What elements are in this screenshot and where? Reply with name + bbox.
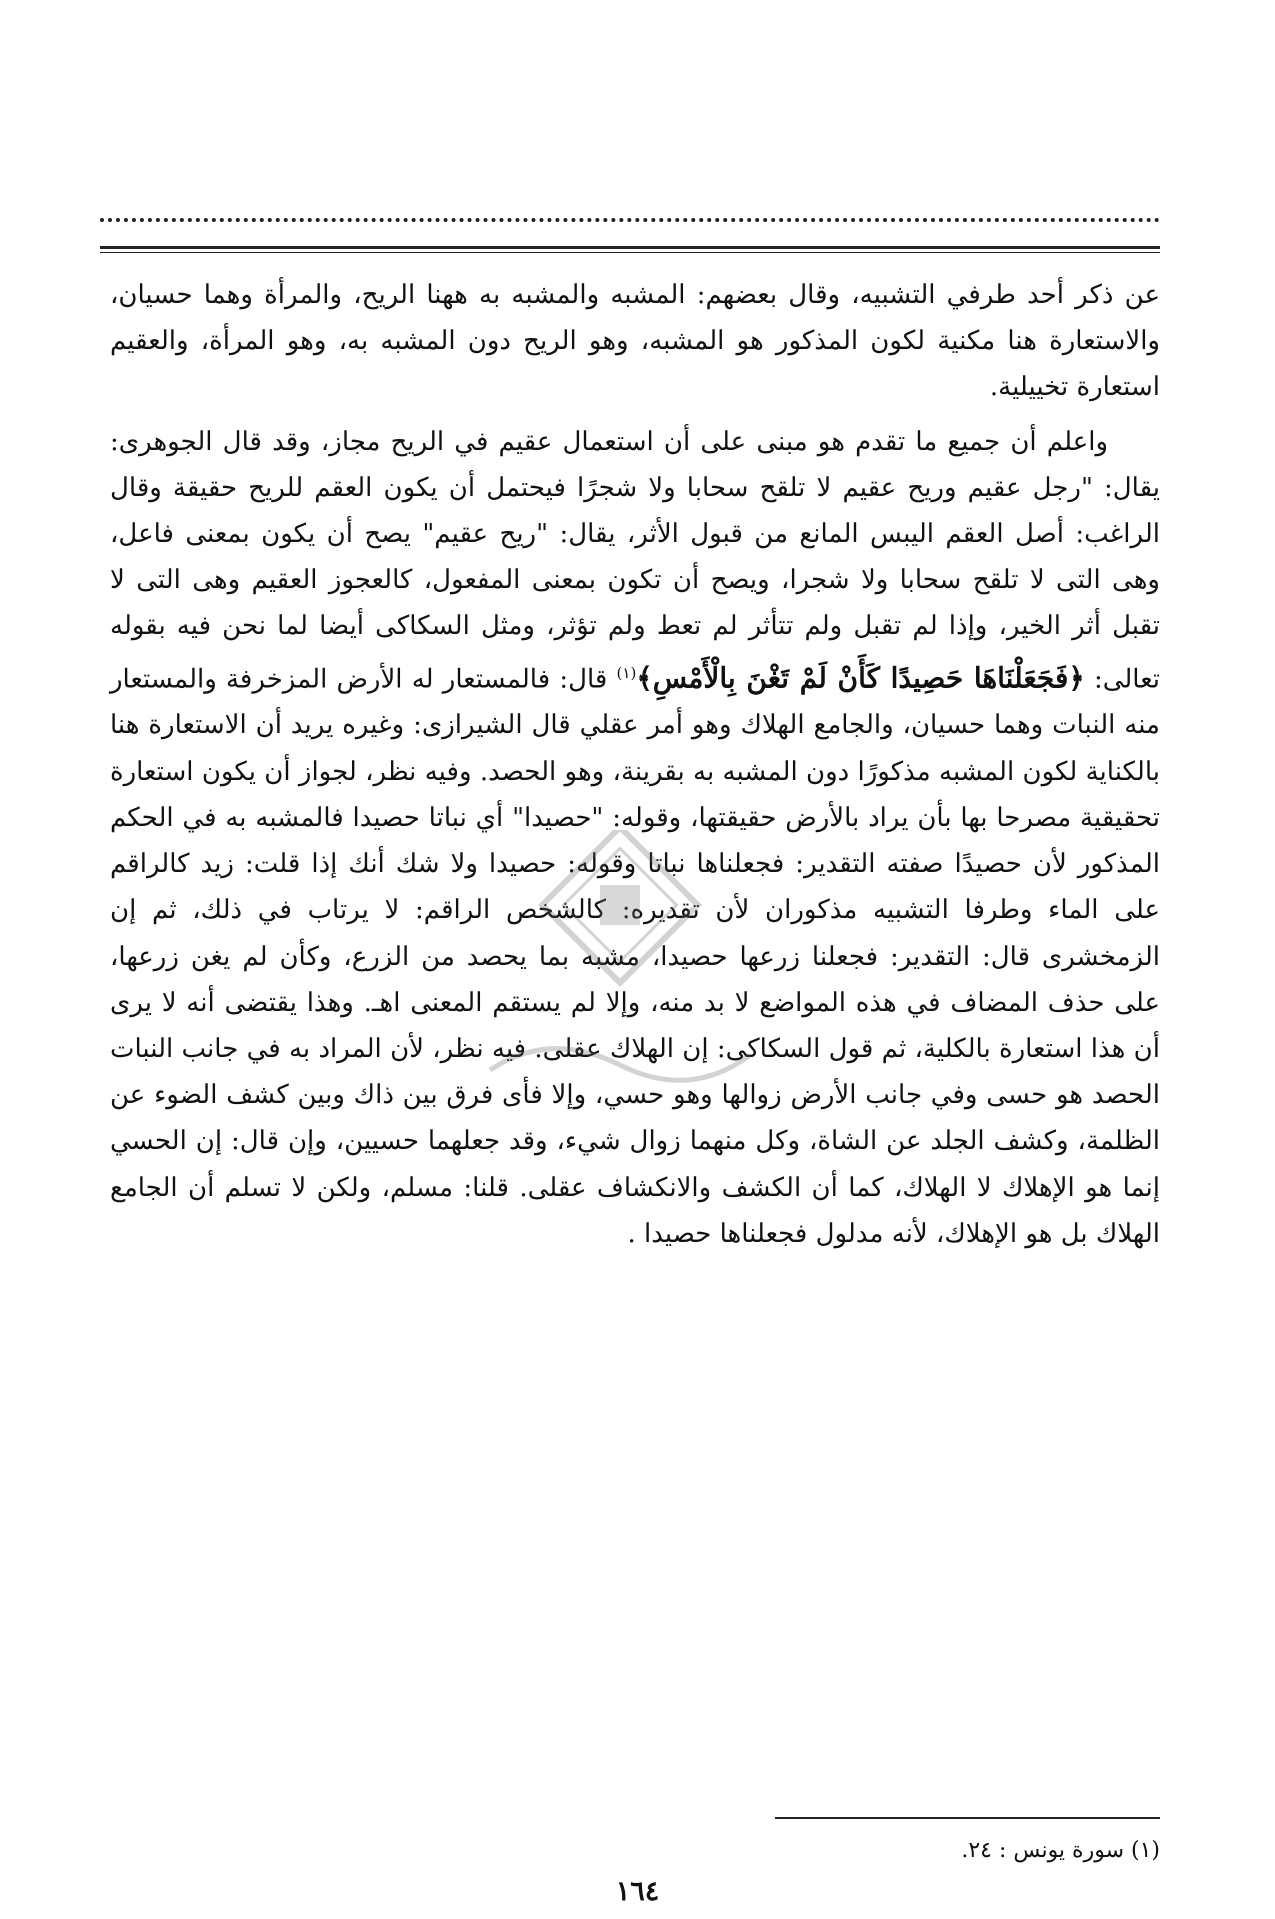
paragraph-2-continuation: قال: فالمستعار له الأرض المزخرفة والمستعار منه النبات وهما حسيان، والجامع الهلاك وهو أمر عقلي قال الشيرازى: وغيره يريد أن الاستعارة هنا بالكناية لكون المشبه مذكورًا دون المشبه به بقرينة، وهو الحصد. وفيه نظر، لجواز أن يكون استعارة تحقيقية مصرحا بها بأن يراد بالأرض حقيقتها، وقوله: "حصيدا" أي نباتا حصيدا فالمشبه به في الحكم المذكور لأن حصيدًا صفته التقدير: فجعلناها نباتا وقوله: حصيدا ولا شك أنك إذا قلت: زيد كالراقم على الماء وطرفا التشبيه مذكوران لأن تقديره: كالشخص الراقم: لا يرتاب في ذلك، ثم إن الزمخشرى قال: التقدير: فجعلنا زرعها حصيدا، مشبه بما يحصد من الزرع، وكأن لم يغن زرعها، على حذف المضاف في هذه المواضع لا بد منه، وإلا لم يستقم المعنى اهـ. وهذا يقتضى أنه لا يرى أن هذا استعارة بالكلية، ثم قول السكاكى: إن الهلاك عقلى. فيه نظر، لأن المراد به في جانب النبات الحصد هو حسى وفي جانب الأرض زوالها وهو حسي، وإلا فأى فرق بين ذاك وبين كشف الضوء عن الظلمة، وكشف الجلد عن الشاة، وكل منهما زوال شيء، وقد جعلهما حسيين، وإن قال: إن الحسي إنما هو الإهلاك لا الهلاك، كما أن الكشف والانكشاف عقلى. قلنا: مسلم، ولكن لا تسلم أن الجامع الهلاك بل هو الإهلاك، لأنه مدلول فجعلناها حصيدا . bbox=[110, 664, 1160, 1249]
header-thin-rule bbox=[100, 252, 1160, 253]
page-number: ١٦٤ bbox=[615, 1876, 660, 1907]
footnote-reference[interactable]: (١) bbox=[616, 663, 637, 682]
footnote-separator bbox=[775, 1817, 1160, 1819]
paragraph-1: عن ذكر أحد طرفي التشبيه، وقال بعضهم: المشبه والمشبه به ههنا الريح، والمرأة وهما حسيان، والاستعارة هنا مكنية لكون المذكور هو المشبه، وهو الريح دون المشبه به، وهو المرأة، والعقيم استعارة تخييلية. bbox=[110, 280, 1160, 403]
header-dotted-rule bbox=[100, 218, 1160, 222]
paragraph-2 bbox=[110, 419, 1160, 1257]
footnote: (١) سورة يونس : ٢٤. bbox=[961, 1838, 1160, 1863]
header-thick-rule bbox=[100, 246, 1160, 249]
quran-verse: ﴿فَجَعَلْنَاهَا حَصِيدًا كَأَنْ لَمْ تَغْنَ بِالْأَمْسِ﴾ bbox=[636, 661, 1085, 695]
main-text bbox=[110, 272, 1160, 1257]
paragraph-2-text: واعلم أن جميع ما تقدم هو مبنى على أن استعمال عقيم في الريح مجاز، وقد قال الجوهرى: يقال: "رجل عقيم وريح عقيم لا تلقح سحابا ولا شجرًا فيحتمل أن يكون العقم للريح حقيقة وقال الراغب: أصل العقم اليبس المانع من قبول الأثر، يقال: "ريح عقيم" يصح أن يكون بمعنى فاعل، وهى التى لا تلقح سحابا ولا شجرا، ويصح أن تكون بمعنى المفعول، كالعجوز العقيم وهى التى لا تقبل أثر الخير، وإذا لم تقبل ولم تتأثر لم تعط ولم تؤثر، ومثل السكاكى أيضا لما نحن فيه بقوله تعالى: bbox=[110, 426, 1161, 695]
